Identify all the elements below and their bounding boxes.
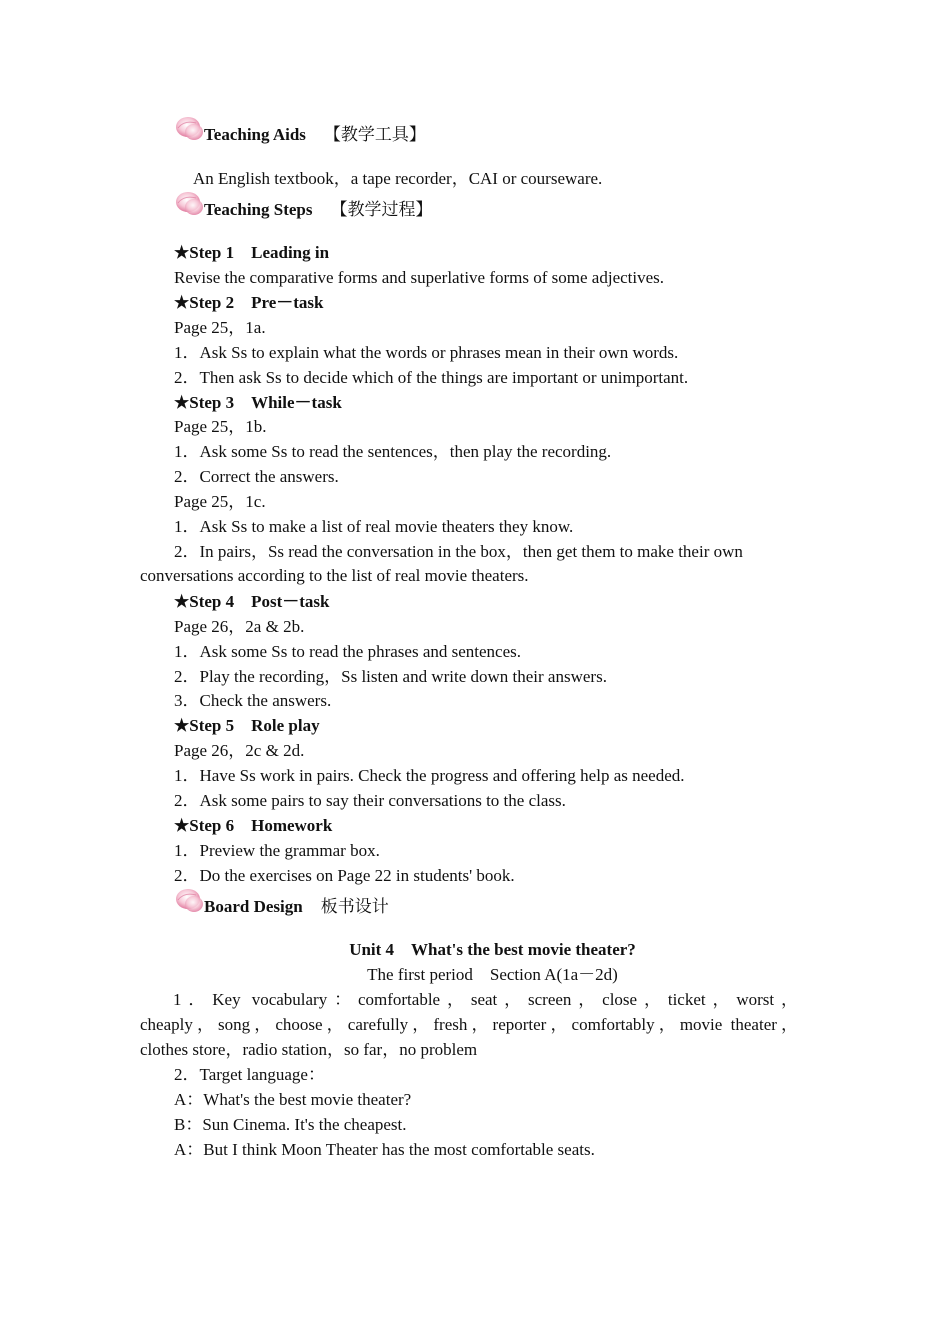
section-title-zh: 【教学过程】 xyxy=(330,200,433,219)
section-title: Board Design xyxy=(204,897,303,916)
step-line: 1．Ask some Ss to read the phrases and sentences. xyxy=(174,642,522,661)
section-title-zh: 板书设计 xyxy=(320,897,389,916)
unit-title: Unit 4 What's the best movie theater? xyxy=(349,940,636,959)
step-heading: ★Step 5 Role play xyxy=(174,716,320,735)
vocab-line: clothes store，radio station，so far，no problem xyxy=(140,1040,478,1059)
step-line: 2．Play the recording，Ss listen and write down their answers. xyxy=(174,667,607,686)
step-heading: ★Step 2 Pre－task xyxy=(174,293,324,312)
step-line: Page 26，2c & 2d. xyxy=(174,741,305,760)
vocab-line: 1．Key vocabulary：comfortable，seat，screen，close，ticket，worst， xyxy=(173,990,798,1009)
step-line: 1．Have Ss work in pairs. Check the progress and offering help as needed. xyxy=(174,766,685,785)
period-subtitle: The first period Section A(1a－2d) xyxy=(367,965,618,984)
step-line: conversations according to the list of real movie theaters. xyxy=(140,566,529,585)
step-line: 1．Ask Ss to explain what the words or phrases mean in their own words. xyxy=(174,343,679,362)
dialogue-line: A：What's the best movie theater? xyxy=(174,1090,412,1109)
step-heading: ★Step 1 Leading in xyxy=(174,243,330,262)
step-heading: ★Step 6 Homework xyxy=(174,816,333,835)
section-title-zh: 【教学工具】 xyxy=(323,125,426,144)
step-line: 2．Ask some pairs to say their conversations to the class. xyxy=(174,791,566,810)
step-line: 3．Check the answers. xyxy=(174,691,332,710)
dialogue-line: A：But I think Moon Theater has the most comfortable seats. xyxy=(174,1140,595,1159)
step-line: 2．In pairs，Ss read the conversation in the box，then get them to make their own xyxy=(174,542,743,561)
step-line: 2．Then ask Ss to decide which of the things are important or unimportant. xyxy=(174,368,689,387)
step-line: 1．Ask Ss to make a list of real movie theaters they know. xyxy=(174,517,574,536)
section-title: Teaching Aids xyxy=(204,125,306,144)
vocab-line: cheaply，song，choose，carefully，fresh，reporter，comfortably，movie theater， xyxy=(140,1015,798,1034)
vocabulary-block xyxy=(140,987,798,1062)
step-line: Page 25，1a. xyxy=(174,318,266,337)
step-line: 2．Do the exercises on Page 22 in students' book. xyxy=(174,866,515,885)
dialogue-line: B：Sun Cinema. It's the cheapest. xyxy=(174,1115,407,1134)
step-line: 1．Ask some Ss to read the sentences，then play the recording. xyxy=(174,442,612,461)
step-heading: ★Step 3 While－task xyxy=(174,393,342,412)
flower-icon xyxy=(174,886,206,918)
flower-icon xyxy=(174,189,206,221)
step-line: 2．Correct the answers. xyxy=(174,467,339,486)
step-line: Page 25，1b. xyxy=(174,417,267,436)
step-heading: ★Step 4 Post－task xyxy=(174,592,330,611)
step-line: Page 26，2a & 2b. xyxy=(174,617,305,636)
flower-icon xyxy=(174,114,206,146)
section-title: Teaching Steps xyxy=(204,200,313,219)
step-line: Page 25，1c. xyxy=(174,492,266,511)
step-line: 1．Preview the grammar box. xyxy=(174,841,380,860)
target-language-label: 2．Target language： xyxy=(174,1065,325,1084)
step-line: Revise the comparative forms and superlative forms of some adjectives. xyxy=(174,268,665,287)
teaching-aids-content: An English textbook，a tape recorder，CAI or courseware. xyxy=(193,169,603,188)
